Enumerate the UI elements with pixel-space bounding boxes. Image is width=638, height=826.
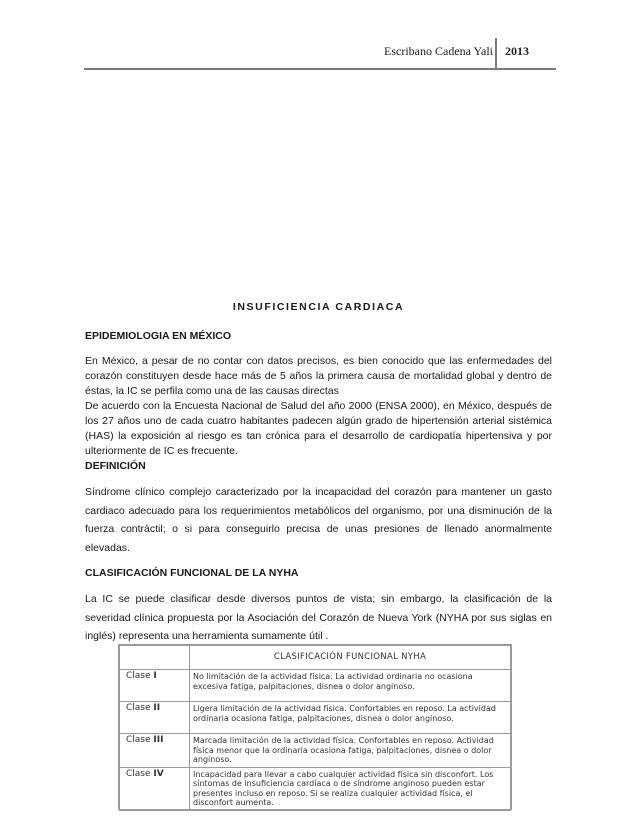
- nyha-class-cell: Clase III: [120, 734, 190, 768]
- nyha-class-cell: Clase II: [120, 702, 190, 734]
- nyha-header-spacer: [120, 646, 190, 670]
- nyha-class-description: Incapacidad para llevar a cabo cualquier actividad física sin disconfort. Los síntomas de insuficiencia cardíaca o de síndrome anginoso pueden estar presentes incluso en reposo. Si se realiza cualquier actividad física, el disconfort aumenta.: [190, 767, 511, 810]
- epidemiology-heading: EPIDEMIOLOGIA EN MÉXICO: [85, 330, 232, 342]
- definition-heading: DEFINICIÓN: [85, 460, 146, 472]
- nyha-class-description: No limitación de la actividad física. La actividad ordinaria no ocasiona excesiva fatiga, palpitaciones, disnea o dolor anginoso.: [190, 670, 511, 702]
- epidemiology-paragraph-1: En México, a pesar de no contar con datos precisos, es bien conocido que las enfermedades del corazón constituyen desde hace más de 5 años la primera causa de mortalidad global y dentro de éstas, la IC se perfila como una de las causas directas: [85, 355, 552, 397]
- header-year: 2013: [505, 44, 529, 58]
- nyha-class-description: Marcada limitación de la actividad física. Confortables en reposo. Actividad física menor que la ordinaria ocasiona fatiga, palpitaciones, disnea o dolor anginoso.: [190, 734, 511, 768]
- nyha-class-cell: Clase I: [120, 670, 190, 702]
- epidemiology-paragraph-2: De acuerdo con la Encuesta Nacional de Salud del año 2000 (ENSA 2000), en México, después de los 27 años uno de cada cuatro habitantes padecen algún grado de hipertensión arterial sistémica (HAS) la exposición al riesgo es tan crónica para el desarrollo de cardiopatía hipertensiva y por ulteriormente de IC es frecuente.: [85, 400, 552, 457]
- definition-paragraph: Síndrome clínico complejo caracterizado por la incapacidad del corazón para mantener un gasto cardiaco adecuado para los requerimientos metabólicos del organismo, por una disminución de la fuerza contráctil; o si para conseguirlo precisa de unas presiones de llenado anormalmente elevadas.: [85, 486, 552, 554]
- nyha-class-cell: Clase IV: [120, 767, 190, 810]
- header-author: Escribano Cadena Yali: [384, 44, 493, 58]
- page-header: [0, 38, 638, 68]
- header-rule: [84, 68, 556, 70]
- classification-heading: CLASIFICACIÓN FUNCIONAL DE LA NYHA: [85, 567, 299, 579]
- header-divider: [495, 38, 497, 68]
- document-body: [85, 300, 552, 646]
- document-title: INSUFICIENCIA CARDIACA: [232, 301, 405, 313]
- nyha-table-header: CLASIFICACIÓN FUNCIONAL NYHA: [190, 646, 511, 670]
- nyha-class-description: Ligera limitación de la actividad física. Confortables en reposo. La actividad ordinaria ocasiona fatiga, palpitaciones, disnea o dolor anginoso.: [190, 702, 511, 734]
- nyha-classification-table: [118, 644, 512, 810]
- classification-paragraph: La IC se puede clasificar desde diversos puntos de vista; sin embargo, la clasificación de la severidad clínica propuesta por la Asociación del Corazón de Nueva York (NYHA por sus siglas en inglés) representa una herramienta sumamente útil .: [85, 593, 552, 642]
